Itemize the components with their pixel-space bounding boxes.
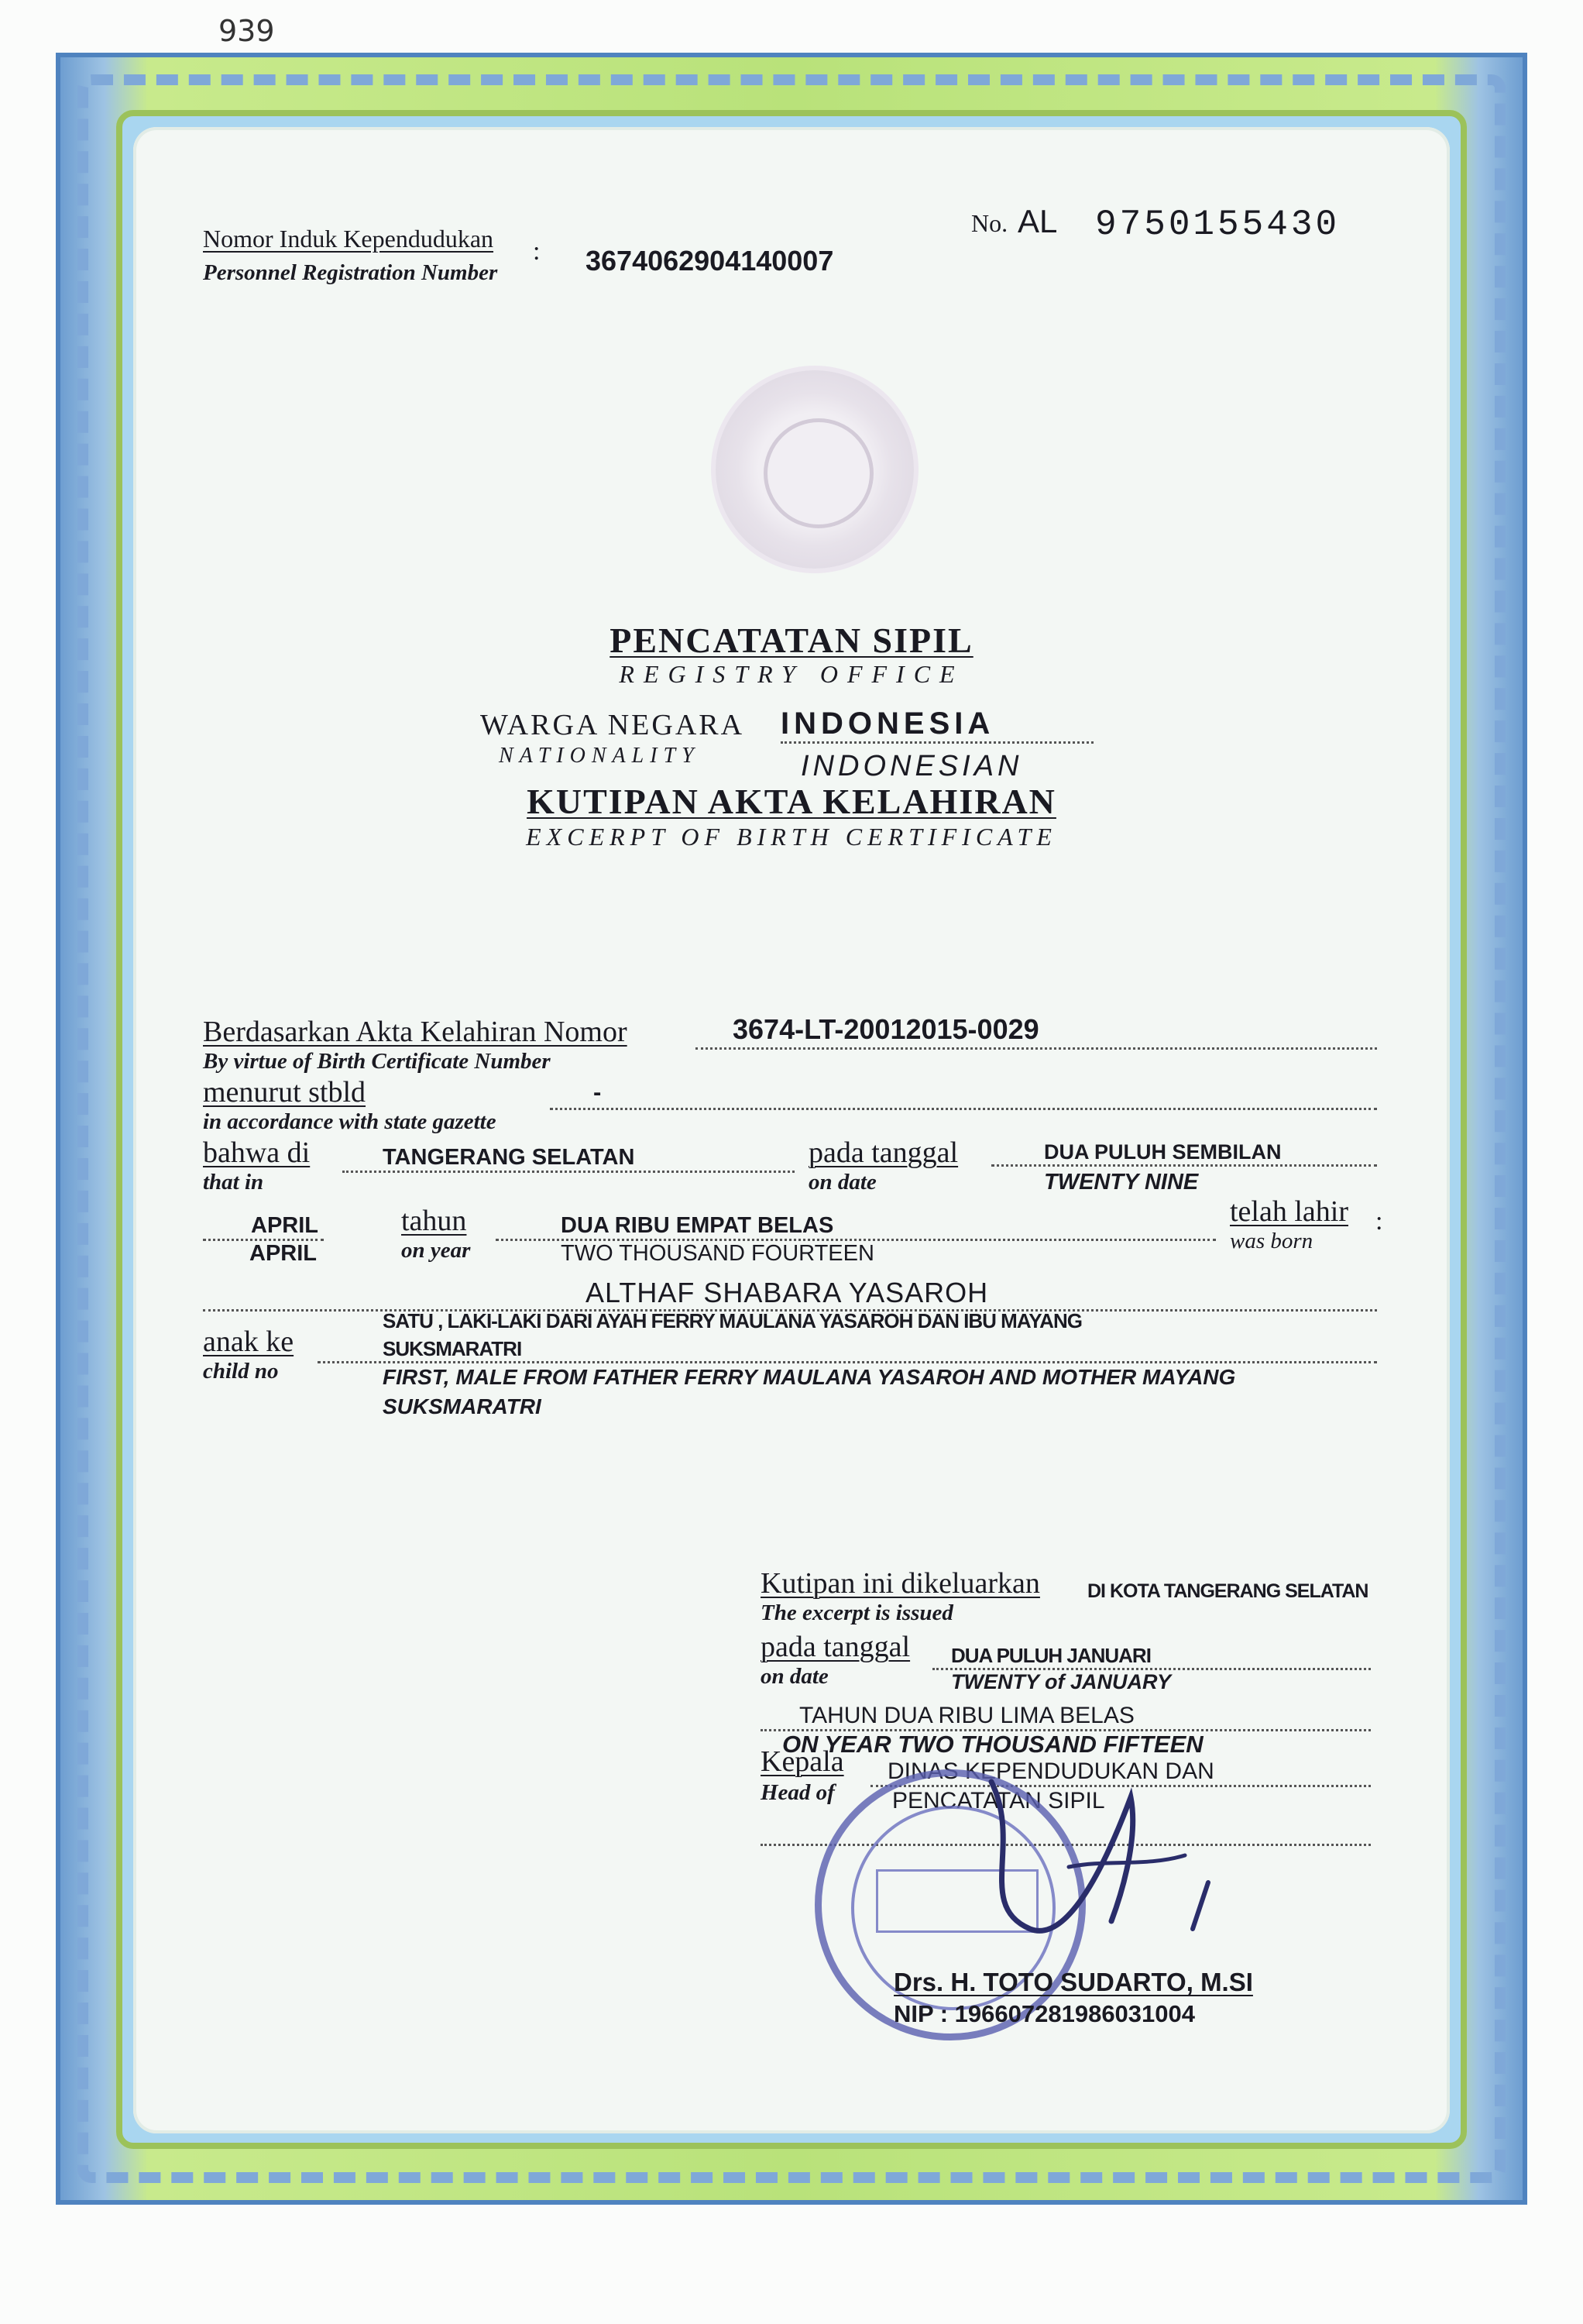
head-label: Kepala — [761, 1745, 844, 1778]
born-label: telah lahir — [1230, 1195, 1348, 1228]
issue-year-value: TAHUN DUA RIBU LIMA BELAS — [761, 1703, 1371, 1731]
child-order-value-line1: SATU , LAKI-LAKI DARI AYAH FERRY MAULANA YASAROH DAN IBU MAYANG — [383, 1309, 1082, 1332]
birth-date-label: pada tanggal — [809, 1136, 959, 1169]
place-label: bahwa di — [203, 1136, 311, 1169]
birth-month-value-en: APRIL — [249, 1241, 317, 1266]
nik-value: 3674062904140007 — [585, 245, 834, 277]
stbld-label: menurut stbld — [203, 1076, 366, 1109]
issue-date-label-en: on date — [761, 1664, 829, 1689]
cert-no-value: 9750155430 — [1095, 205, 1341, 245]
child-order-label-en: child no — [203, 1359, 279, 1384]
head-label-en: Head of — [761, 1780, 835, 1805]
birth-date-label-en: on date — [809, 1170, 877, 1195]
handwritten-page-number: 939 — [218, 14, 275, 48]
nationality-label-en: NATIONALITY — [499, 744, 700, 768]
issue-year-value-en: ON YEAR TWO THOUSAND FIFTEEN — [782, 1731, 1204, 1758]
official-nip: NIP : 196607281986031004 — [894, 2000, 1195, 2027]
birth-year-value: DUA RIBU EMPAT BELAS — [496, 1213, 1216, 1241]
head-office-value-line1: DINAS KEPENDUDUKAN DAN — [870, 1758, 1371, 1787]
born-label-en: was born — [1230, 1229, 1313, 1253]
birth-year-label-en: on year — [401, 1238, 471, 1263]
issued-label: Kutipan ini dikeluarkan — [761, 1567, 1040, 1600]
office-title-en: REGISTRY OFFICE — [619, 660, 964, 688]
birth-month-value: APRIL — [203, 1213, 324, 1241]
birth-date-value: DUA PULUH SEMBILAN — [991, 1140, 1377, 1167]
birth-cert-label-en: By virtue of Birth Certificate Number — [203, 1049, 551, 1074]
garuda-emblem-icon — [716, 370, 914, 569]
signature — [929, 1751, 1255, 1952]
place-value: TANGERANG SELATAN — [342, 1145, 795, 1173]
birth-cert-label: Berdasarkan Akta Kelahiran Nomor — [203, 1016, 627, 1048]
issued-label-en: The excerpt is issued — [761, 1600, 953, 1625]
head-office-value-line2: PENCATATAN SIPIL — [892, 1788, 1105, 1813]
official-name: Drs. H. TOTO SUDARTO, M.SI — [894, 1968, 1253, 1996]
issue-date-value-en: TWENTY of JANUARY — [951, 1670, 1172, 1693]
birth-cert-value: 3674-LT-20012015-0029 — [733, 1013, 1039, 1045]
child-order-value-en-line2: SUKSMARATRI — [383, 1394, 541, 1418]
issue-date-label: pada tanggal — [761, 1631, 911, 1663]
child-order-value-en-line1: FIRST, MALE FROM FATHER FERRY MAULANA YASAROH AND MOTHER MAYANG — [383, 1365, 1236, 1389]
doc-title: KUTIPAN AKTA KELAHIRAN — [527, 782, 1056, 821]
child-order-value-line2: SUKSMARATRI — [318, 1337, 1377, 1363]
office-title: PENCATATAN SIPIL — [610, 621, 973, 660]
birth-date-value-en: TWENTY NINE — [1044, 1170, 1199, 1195]
nationality-value-en: INDONESIAN — [801, 750, 1023, 782]
birth-cert-dotline — [695, 1047, 1377, 1050]
child-name: ALTHAF SHABARA YASAROH — [203, 1277, 1377, 1312]
birth-year-value-en: TWO THOUSAND FOURTEEN — [561, 1241, 874, 1266]
child-order-label: anak ke — [203, 1325, 294, 1358]
nationality-label: WARGA NEGARA — [480, 709, 745, 741]
born-colon: : — [1375, 1207, 1383, 1236]
birth-year-label: tahun — [401, 1205, 467, 1237]
doc-title-en: EXCERPT OF BIRTH CERTIFICATE — [526, 823, 1057, 851]
stbld-dotline — [550, 1108, 1377, 1110]
issued-place-value: DI KOTA TANGERANG SELATAN — [1087, 1580, 1368, 1602]
nationality-value: INDONESIA — [781, 706, 1094, 744]
nik-label-en: Personnel Registration Number — [203, 260, 498, 285]
nik-colon: : — [533, 237, 541, 266]
nik-label: Nomor Induk Kependudukan — [203, 225, 494, 253]
stbld-label-en: in accordance with state gazette — [203, 1109, 496, 1134]
place-label-en: that in — [203, 1170, 264, 1195]
issue-date-value: DUA PULUH JANUARI — [932, 1644, 1371, 1670]
cert-no-prefix: AL — [1018, 203, 1058, 239]
cert-no-label: No. — [971, 209, 1008, 237]
stbld-value: - — [593, 1078, 602, 1105]
